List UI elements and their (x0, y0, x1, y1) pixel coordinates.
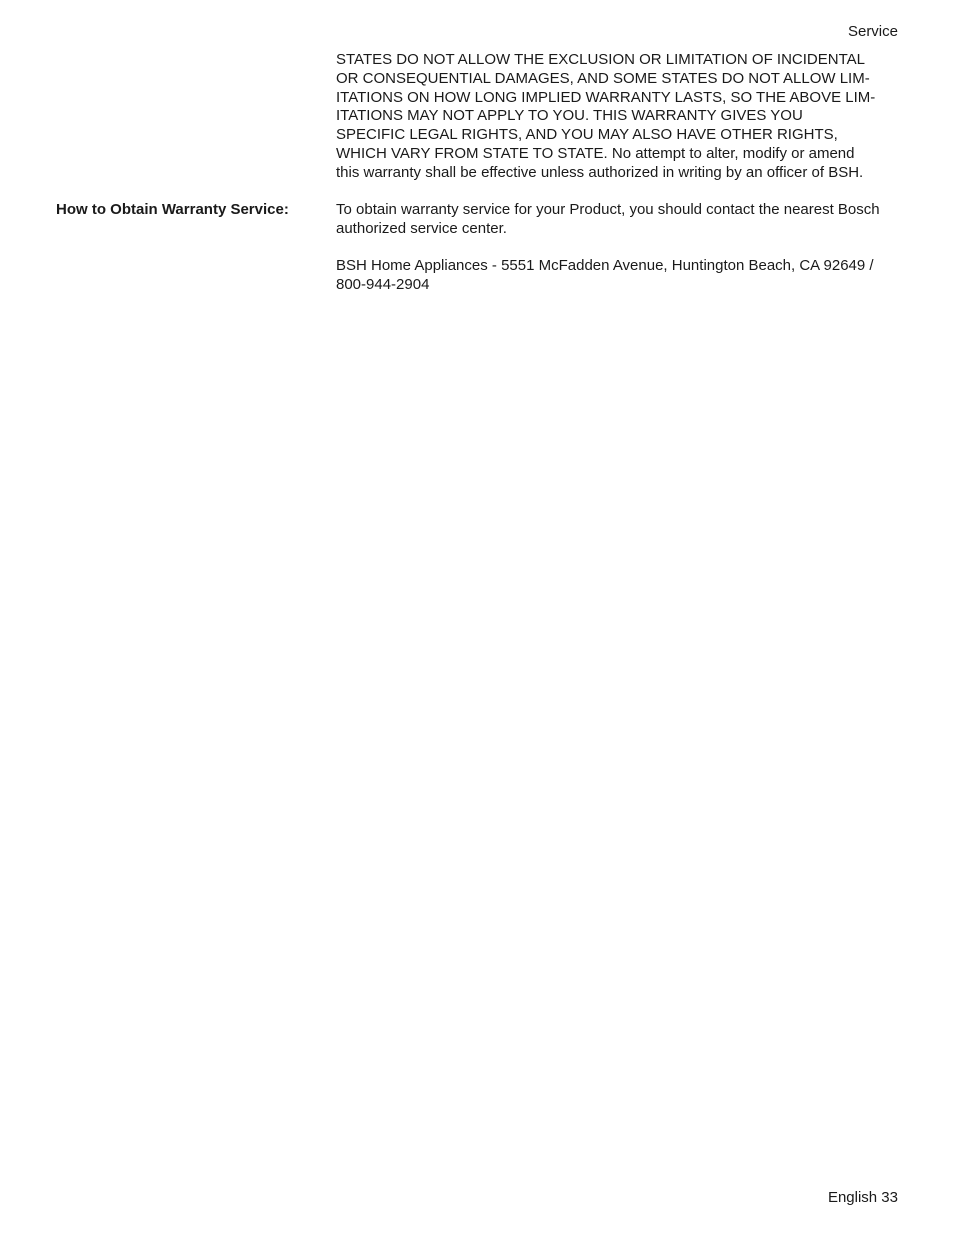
warranty-limitation-paragraph (336, 51, 902, 183)
paragraph-line: SPECIFIC LEGAL RIGHTS, AND YOU MAY ALSO HAVE OTHER RIGHTS, (336, 126, 838, 144)
page-header-section: Service (847, 23, 898, 40)
page-footer-number: English 33 (827, 1189, 898, 1206)
paragraph-line: WHICH VARY FROM STATE TO STATE. No attempt to alter, modify or amend (336, 144, 855, 162)
obtain-service-paragraph (336, 201, 902, 239)
paragraph-line: this warranty shall be effective unless authorized in writing by an officer of BSH. (336, 163, 864, 181)
phone-number-line: 800-944-2904 (336, 275, 430, 293)
service-address-paragraph (336, 257, 902, 295)
paragraph-line: STATES DO NOT ALLOW THE EXCLUSION OR LIMITATION OF INCIDENTAL (336, 51, 865, 68)
paragraph-line: To obtain warranty service for your Product, you should contact the nearest Bosch (336, 201, 880, 218)
paragraph-line: OR CONSEQUENTIAL DAMAGES, AND SOME STATES DO NOT ALLOW LIM- (336, 69, 870, 87)
paragraph-line: authorized service center. (336, 219, 507, 237)
paragraph-line: ITATIONS ON HOW LONG IMPLIED WARRANTY LASTS, SO THE ABOVE LIM- (336, 88, 876, 106)
obtain-warranty-service-heading: How to Obtain Warranty Service: (56, 201, 289, 218)
address-line: BSH Home Appliances - 5551 McFadden Avenue, Huntington Beach, CA 92649 / (336, 257, 874, 274)
paragraph-line: ITATIONS MAY NOT APPLY TO YOU. THIS WARRANTY GIVES YOU (336, 107, 803, 125)
